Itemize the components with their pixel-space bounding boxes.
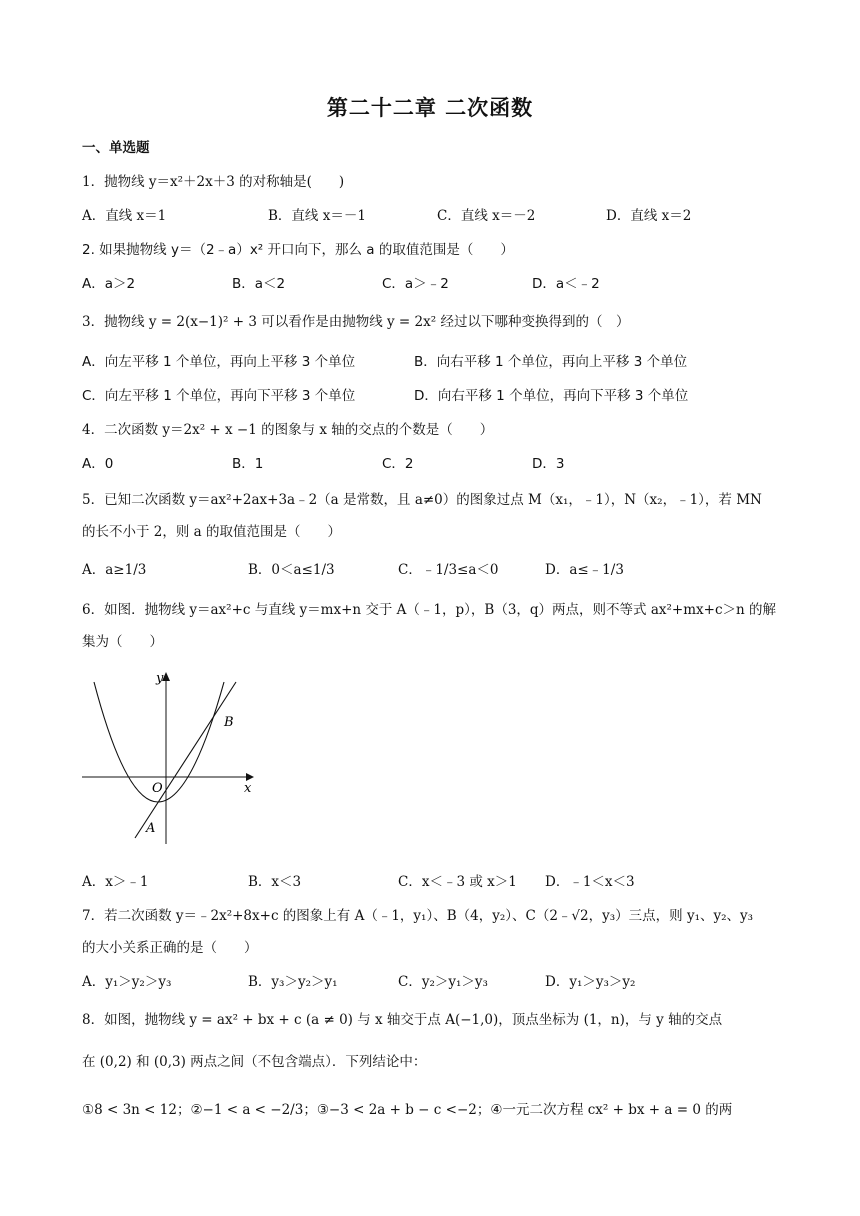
question-8-stem-line2: 在 (0,2) 和 (0,3) 两点之间（不包含端点）．下列结论中： — [82, 1054, 427, 1070]
option-d: D．﹣1＜x＜3 — [545, 874, 635, 890]
option-c: C．向左平移 1 个单位，再向下平移 3 个单位 — [82, 388, 356, 404]
question-5-stem-line1: 5．已知二次函数 y＝ax²+2ax+3a﹣2（a 是常数，且 a≠0）的图象过点 M（x₁，﹣1），N（x₂，﹣1），若 MN — [82, 492, 762, 508]
option-b: B．直线 x＝－1 — [268, 208, 366, 224]
option-a: A．向左平移 1 个单位，再向上平移 3 个单位 — [82, 354, 356, 370]
option-b: B．0＜a≤1/3 — [248, 562, 335, 578]
straight-line — [135, 682, 236, 838]
question-2-stem: 2. 如果抛物线 y＝（2﹣a）x² 开口向下，那么 a 的取值范围是（ ） — [82, 242, 514, 258]
option-b: B．a＜2 — [232, 276, 286, 292]
option-d: D．a≤﹣1/3 — [545, 562, 624, 578]
question-7-stem-line2: 的大小关系正确的是（ ） — [82, 940, 258, 956]
point-b-label: B — [224, 715, 234, 730]
option-a: A．直线 x＝1 — [82, 208, 167, 224]
option-c: C．a＞﹣2 — [382, 276, 449, 292]
option-b: B．y₃＞y₂＞y₁ — [248, 974, 338, 990]
option-d: D．a＜﹣2 — [532, 276, 600, 292]
option-c: C．直线 x＝－2 — [437, 208, 536, 224]
point-a-label: A — [146, 821, 156, 836]
option-a: A．a≥1/3 — [82, 562, 147, 578]
question-3-stem: 3．抛物线 y = 2(x−1)² + 3 可以看作是由抛物线 y = 2x² 经过以下哪种变换得到的（ ） — [82, 314, 630, 330]
option-c: C．﹣1/3≤a＜0 — [398, 562, 499, 578]
option-a: A．y₁＞y₂＞y₃ — [82, 974, 172, 990]
x-axis-label: x — [244, 781, 252, 796]
question-7-stem-line1: 7．若二次函数 y＝﹣2x²+8x+c 的图象上有 A（﹣1，y₁）、B（4，y₂）、C（2﹣√2，y₃）三点，则 y₁、y₂、y₃ — [82, 908, 754, 924]
option-d: D．y₁＞y₃＞y₂ — [545, 974, 636, 990]
question-8-stem-line3: ①8 < 3n < 12；②−1 < a < −2/3；③−3 < 2a + b − c <−2；④一元二次方程 cx² + bx + a = 0 的两 — [82, 1102, 733, 1118]
option-a: A．x＞﹣1 — [82, 874, 149, 890]
option-a: A．0 — [82, 456, 114, 472]
parabola-line-figure — [78, 668, 258, 850]
origin-label: O — [152, 781, 163, 796]
option-a: A．a＞2 — [82, 276, 136, 292]
option-c: C．x＜﹣3 或 x＞1 — [398, 874, 517, 890]
option-d: D．向右平移 1 个单位，再向下平移 3 个单位 — [414, 388, 689, 404]
question-8-stem-line1: 8．如图，抛物线 y = ax² + bx + c (a ≠ 0) 与 x 轴交于点 A(−1,0)，顶点坐标为 (1，n)，与 y 轴的交点 — [82, 1012, 723, 1028]
question-6-stem-line2: 集为（ ） — [82, 634, 163, 650]
option-b: B．向右平移 1 个单位，再向上平移 3 个单位 — [414, 354, 688, 370]
page-title: 第二十二章 二次函数 — [326, 96, 534, 120]
question-1-stem: 1．抛物线 y＝x²＋2x＋3 的对称轴是( ) — [82, 174, 345, 190]
question-6-stem-line1: 6．如图．抛物线 y＝ax²+c 与直线 y＝mx+n 交于 A（﹣1，p），B（3，q）两点，则不等式 ax²+mx+c＞n 的解 — [82, 602, 776, 618]
option-b: B．x＜3 — [248, 874, 302, 890]
option-d: D．3 — [532, 456, 565, 472]
question-5-stem-line2: 的长不小于 2，则 a 的取值范围是（ ） — [82, 524, 342, 540]
option-c: C．y₂＞y₁＞y₃ — [398, 974, 488, 990]
question-4-stem: 4．二次函数 y＝2x² + x −1 的图象与 x 轴的交点的个数是（ ） — [82, 422, 494, 438]
y-axis-label: y — [156, 671, 164, 686]
option-d: D．直线 x＝2 — [606, 208, 692, 224]
x-axis-arrow — [246, 773, 254, 781]
section-heading: 一、单选题 — [82, 140, 150, 156]
option-b: B．1 — [232, 456, 264, 472]
option-c: C．2 — [382, 456, 414, 472]
